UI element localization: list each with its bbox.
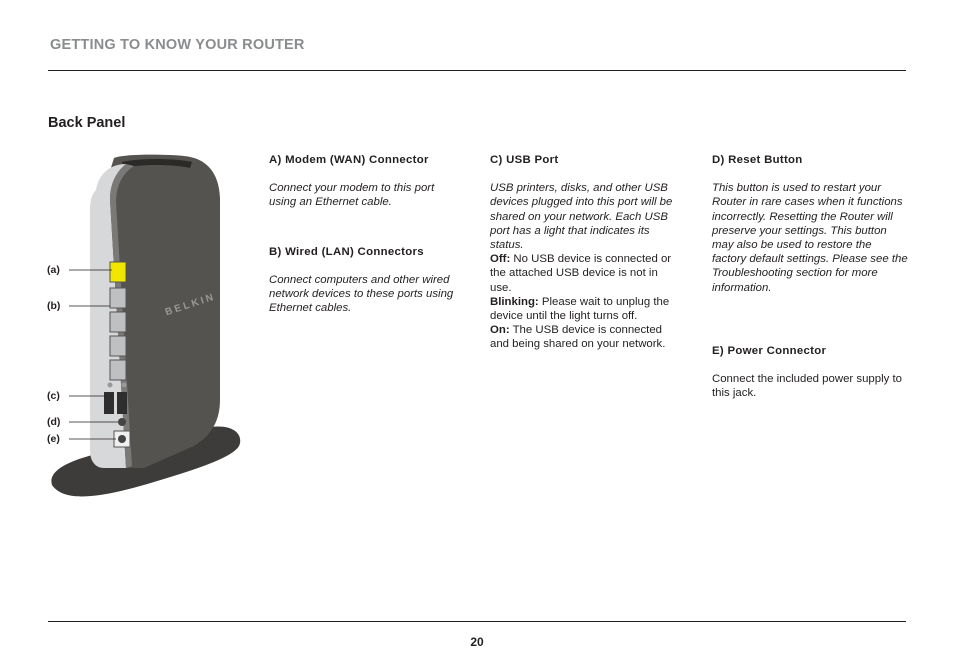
heading-power-connector: E) Power Connector <box>712 344 827 357</box>
desc-usb-port: USB printers, disks, and other USB devices plugged into this port will be shared on your network. Each USB port has a light that indicates its status. <box>490 182 673 252</box>
desc-modem-wan: Connect your modem to this port using an Ethernet cable. <box>269 182 435 209</box>
heading-wired-lan: B) Wired (LAN) Connectors <box>269 245 424 258</box>
usb-state-off-text: No USB device is connected or the attached USB device is not in use. <box>490 253 672 294</box>
usb-state-on-text: The USB device is connected and being shared on your network. <box>490 324 666 351</box>
reset-button <box>118 418 126 426</box>
heading-modem-wan: A) Modem (WAN) Connector <box>269 154 429 166</box>
heading-reset-button: D) Reset Button <box>712 154 803 166</box>
footer-rule <box>48 621 906 622</box>
column-d-e <box>712 153 908 400</box>
lan-port-2 <box>110 312 126 332</box>
router-brand-logo: BELKIN <box>163 291 218 319</box>
lan-port-1 <box>110 288 126 308</box>
usb-state-blinking-label: Blinking: <box>490 295 539 308</box>
wan-port <box>110 262 126 282</box>
section-title: Back Panel <box>48 115 126 131</box>
desc-power-connector: Connect the included power supply to this jack. <box>712 373 902 400</box>
header-title: GETTING TO KNOW YOUR ROUTER <box>50 37 305 53</box>
callout-label-c: (c) <box>47 390 60 402</box>
desc-reset-button: This button is used to restart your Router in rare cases when it functions incorrectly. Resetting the Router will preserve your settings. This button may also be used to restore the factory default settings. Please see the Troubleshooting section for more information. <box>712 182 908 294</box>
callout-label-d: (d) <box>47 416 61 428</box>
callout-label-a: (a) <box>47 264 60 276</box>
heading-usb-port: C) USB Port <box>490 154 559 166</box>
usb-port-1 <box>104 392 114 414</box>
usb-state-blinking <box>490 295 678 323</box>
header-rule <box>48 70 906 71</box>
callout-label-b: (b) <box>47 300 61 312</box>
desc-wired-lan: Connect computers and other wired network devices to these ports using Ethernet cables. <box>269 273 454 315</box>
column-a-b <box>269 153 464 315</box>
page-number: 20 <box>470 635 484 649</box>
lan-port-3 <box>110 336 126 356</box>
usb-state-off-label: Off: <box>490 253 511 266</box>
usb-state-blinking-text: Please wait to unplug the device until the light turns off. <box>490 295 670 323</box>
usb-port-2 <box>117 392 127 414</box>
usb-state-on <box>490 323 678 351</box>
lan-port-4 <box>110 360 126 380</box>
router-illustration <box>44 150 249 510</box>
usb-state-on-label: On: <box>490 324 510 337</box>
column-c <box>490 153 678 352</box>
router-figure <box>44 150 249 510</box>
callout-label-e: (e) <box>47 433 60 445</box>
usb-state-off <box>490 252 678 295</box>
